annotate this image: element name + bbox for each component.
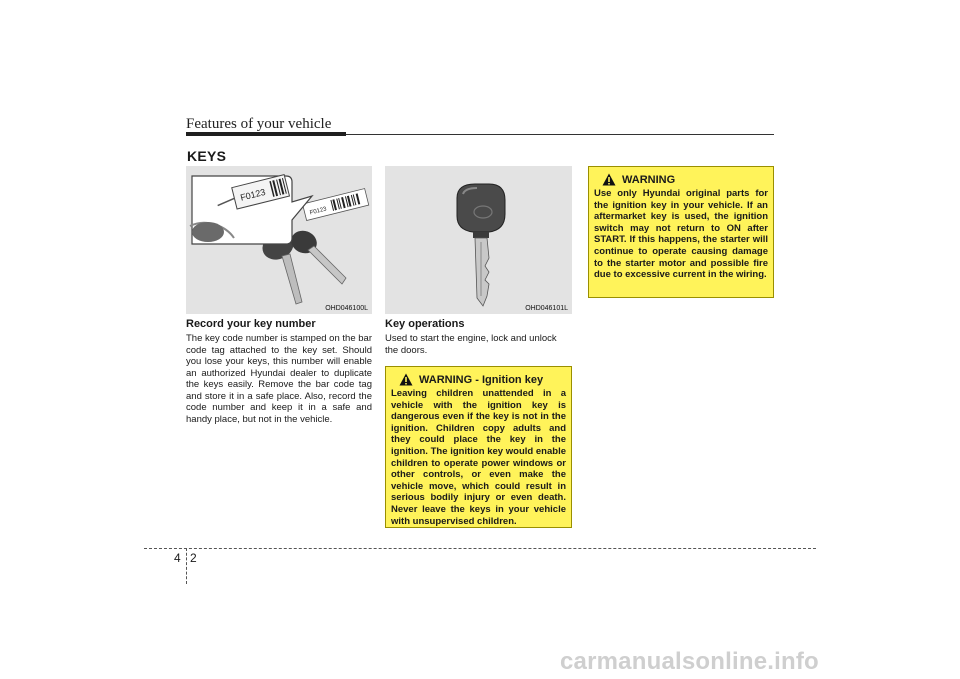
footer-divider <box>186 548 187 584</box>
warning-text: Use only Hyundai original parts for the ignition key in your vehicle. If an aftermarket key is used, the ignition switch may not return to ON after START. If this happens, the starter will continue to operate causing damage to the starter motor and possible fire due to excessive current in the wiring. <box>594 188 768 281</box>
warning-triangle-icon <box>399 373 413 386</box>
watermark: carmanualsonline.info <box>560 648 819 675</box>
warning-text: Leaving children unattended in a vehicle with the ignition key is dangerous even if the key is not in the ignition. Children copy adults and they could place the key in the ignition. The ignition key would enable children to operate power windows or other controls, or even make the vehicle move, which could result in serious bodily injury or even death. Never leave the keys in your vehicle with unsupervised children. <box>391 388 566 527</box>
page-number: 2 <box>190 551 197 565</box>
tag-code: F0123 <box>239 186 267 203</box>
figure-code: OHD046101L <box>525 305 568 312</box>
chapter-number: 4 <box>174 551 181 565</box>
ignition-key-warning-box <box>385 366 572 528</box>
key-set-illustration <box>186 166 372 314</box>
key-tag-drawing <box>186 166 372 314</box>
record-key-number-heading: Record your key number <box>186 318 316 330</box>
ignition-key-illustration <box>385 166 572 314</box>
warning-title: WARNING - Ignition key <box>419 374 544 386</box>
record-key-number-text: The key code number is stamped on the bar code tag attached to the key set. Should you lose your keys, this number will enable an authorized Hyundai dealer to duplicate the keys easily. Remove the bar code tag and store it in a safe place. Also, record the code number and keep it in a safe and handy place, but not in the vehicle. <box>186 333 372 425</box>
header-accent-bar <box>186 132 346 136</box>
key-operations-heading: Key operations <box>385 318 465 330</box>
figure-code: OHD046100L <box>325 305 368 312</box>
page-header-title: Features of your vehicle <box>186 116 332 132</box>
tag-code-small: F0123 <box>309 206 328 217</box>
key-operations-text: Used to start the engine, lock and unlock the doors. <box>385 333 557 356</box>
ignition-key-drawing <box>385 166 572 314</box>
section-title: KEYS <box>187 148 227 164</box>
warning-triangle-icon <box>602 173 616 186</box>
warning-title: WARNING <box>622 174 676 186</box>
original-parts-warning-box <box>588 166 774 298</box>
footer-rule <box>144 548 816 549</box>
